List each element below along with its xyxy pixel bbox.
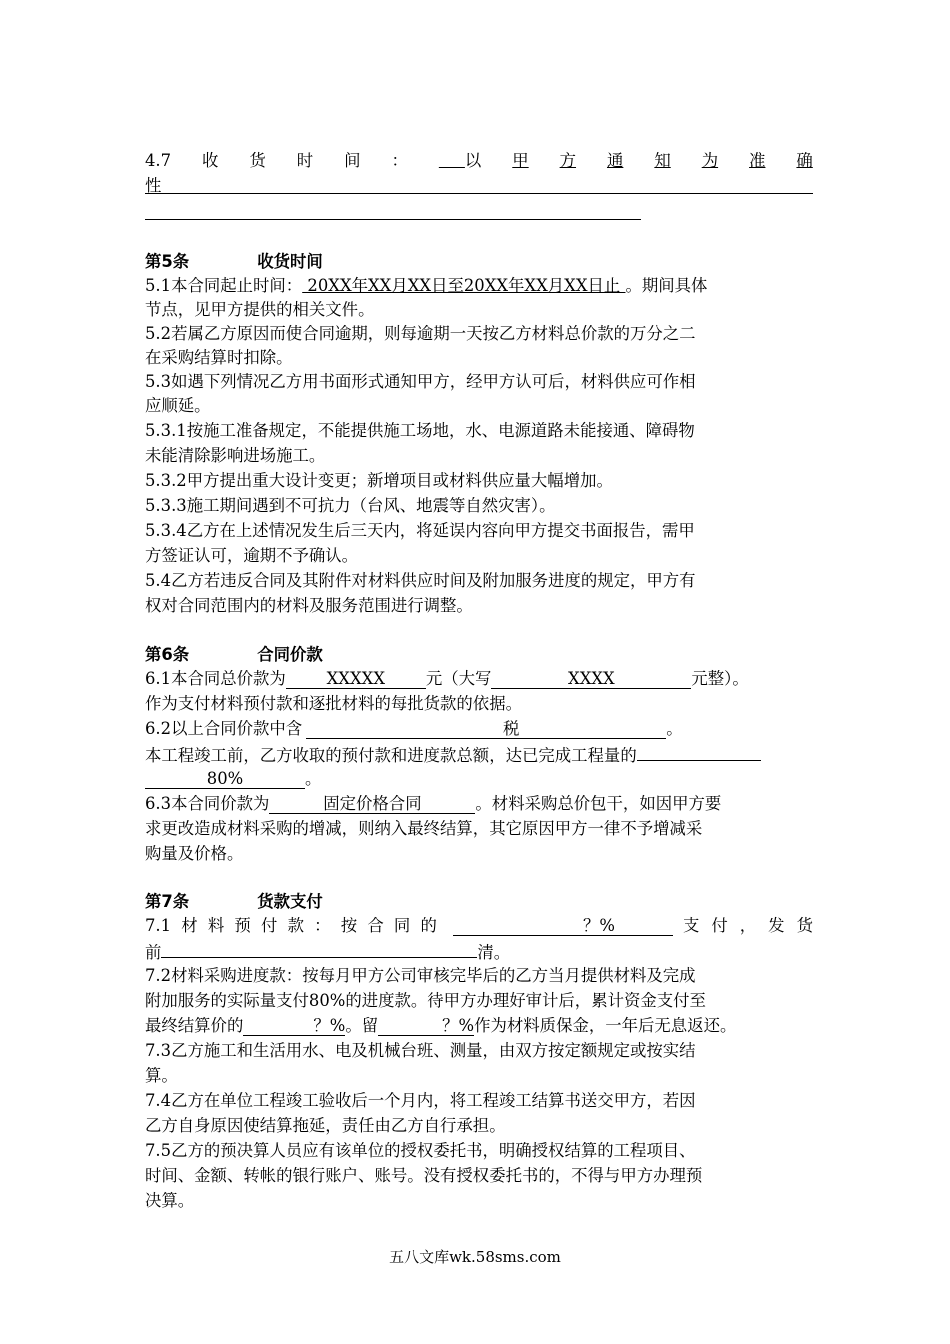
- filled-value: 为: [701, 151, 719, 170]
- filled-value: 通: [606, 151, 624, 170]
- filled-value: 准: [749, 151, 766, 170]
- filled-value: ？%: [453, 917, 673, 936]
- text: 性: [145, 176, 162, 195]
- text: 4.7: [145, 151, 172, 170]
- section-7-heading: [145, 890, 813, 914]
- text: 。材料采购总价包干，如因甲方要: [475, 794, 722, 813]
- text: ：: [391, 151, 408, 170]
- section-number: 第7条: [145, 892, 190, 911]
- text: 作为材料质保金，一年后无息返还。: [474, 1016, 737, 1035]
- clause-7-1-text-2: 支 付 ， 发 货: [683, 916, 813, 935]
- clause-7-5: 7.5乙方的预决算人员应有该单位的授权委托书，明确授权结算的工程项目、: [145, 1141, 696, 1160]
- text: 本工程竣工前，乙方收取的预付款和进度款总额，达已完成工程量的: [145, 746, 637, 765]
- clause-7-4: 7.4乙方在单位工程竣工验收后一个月内，将工程竣工结算书送交甲方，若因: [145, 1091, 696, 1110]
- text: 算。: [145, 1066, 178, 1085]
- text: 乙方自身原因使结算拖延，责任由乙方自行承担。: [145, 1116, 506, 1135]
- clause-5-3-4: 5.3.4乙方在上述情况发生后三天内，将延误内容向甲方提交书面报告，需甲: [145, 521, 695, 540]
- clause-7-1-text: 7.1 材 料 预 付 款 ： 按 合 同 的: [145, 916, 437, 935]
- section-6-heading: [145, 643, 813, 667]
- text: 前: [145, 943, 162, 962]
- text: 购量及价格。: [145, 844, 244, 863]
- filled-value: XXXXX: [286, 670, 426, 689]
- blank-field: [161, 939, 477, 958]
- text: 决算。: [145, 1191, 195, 1210]
- clause-6-1: [145, 667, 813, 691]
- section-title: 货款支付: [257, 892, 323, 911]
- text: 。: [305, 769, 322, 788]
- clause-7-3: 7.3乙方施工和生活用水、电及机械台班、测量，由双方按定额规定或按实结: [145, 1041, 696, 1060]
- clause-5-4: 5.4乙方若违反合同及其附件对材料供应时间及附加服务进度的规定，甲方有: [145, 571, 696, 590]
- clause-6-2-cont: [145, 742, 813, 766]
- filled-value: 确: [796, 151, 813, 170]
- clause-7-2-cont: [145, 1014, 813, 1038]
- clause-5-2: 5.2若属乙方原因而使合同逾期，则每逾期一天按乙方材料总价款的万分之二: [145, 324, 696, 343]
- clause-4-7: [145, 149, 813, 173]
- text: 应顺延。: [145, 396, 211, 415]
- clause-5-3: 5.3如遇下列情况乙方用书面形式通知甲方，经甲方认可后，材料供应可作相: [145, 372, 696, 391]
- clause-7-2: 7.2材料采购进度款：按每月甲方公司审核完毕后的乙方当月提供材料及完成: [145, 966, 696, 985]
- text: 权对合同范围内的材料及服务范围进行调整。: [145, 596, 473, 615]
- underline-rule: [145, 219, 641, 220]
- text: 求更改造成材料采购的增减，则纳入最终结算，其它原因甲方一律不予增减采: [145, 819, 703, 838]
- clause-5-1: [145, 274, 813, 298]
- text: 5.1本合同起止时间：: [145, 276, 303, 295]
- text: 6.1本合同总价款为: [145, 669, 286, 688]
- text: 间: [344, 151, 361, 170]
- blank-field: [637, 742, 761, 761]
- text: 时: [296, 151, 314, 170]
- page-footer: 五八文库wk.58sms.com: [389, 1248, 561, 1266]
- filled-value: 甲: [512, 151, 529, 170]
- section-5-heading: [145, 250, 813, 274]
- clause-5-3-1: 5.3.1按施工准备规定，不能提供施工场地，水、电源道路未能接通、障碍物: [145, 421, 695, 440]
- section-title: 收货时间: [257, 252, 323, 271]
- text: 最终结算价的: [145, 1016, 244, 1035]
- text: 。期间具体: [625, 276, 708, 295]
- clause-6-2: [145, 717, 813, 741]
- filled-value: ？%: [378, 1017, 474, 1036]
- clause-7-1: [145, 914, 813, 938]
- clause-4-7-cont: [145, 174, 813, 198]
- underline-rule: [145, 193, 813, 194]
- text: 元整）。: [691, 669, 749, 688]
- text: 货: [249, 151, 266, 170]
- text: 收: [202, 151, 219, 170]
- filled-value: XXXX: [491, 670, 691, 689]
- text: 。: [666, 719, 683, 738]
- clause-6-2-value: [145, 767, 813, 791]
- filled-value: 以: [464, 151, 482, 170]
- text: 未能清除影响进场施工。: [145, 446, 326, 465]
- section-number: 第6条: [145, 645, 190, 664]
- text: 6.2以上合同价款中含: [145, 719, 303, 738]
- filled-value: 20XX年XX月XX日至20XX年XX月XX日止: [302, 276, 626, 295]
- text: 在采购结算时扣除。: [145, 348, 293, 367]
- filled-value: 税: [306, 720, 666, 739]
- filled-value: 固定价格合同: [269, 795, 475, 814]
- text: 元（大写: [425, 669, 492, 688]
- filled-value: 方: [559, 151, 577, 170]
- filled-value: 知: [654, 151, 671, 170]
- clause-7-1-cont: [145, 939, 813, 963]
- text: 节点，见甲方提供的相关文件。: [145, 300, 375, 319]
- clause-5-3-3: 5.3.3施工期间遇到不可抗力（台风、地震等自然灾害）。: [145, 496, 556, 515]
- text: 。留: [345, 1016, 379, 1035]
- clause-5-3-2: 5.3.2甲方提出重大设计变更；新增项目或材料供应量大幅增加。: [145, 471, 613, 490]
- filled-value: 80%: [145, 770, 305, 789]
- section-number: 第5条: [145, 252, 190, 271]
- text: 方签证认可，逾期不予确认。: [145, 546, 359, 565]
- filled-value: ？%: [243, 1017, 345, 1036]
- text: 作为支付材料预付款和逐批材料的每批货款的依据。: [145, 694, 522, 713]
- clause-6-3: [145, 792, 813, 816]
- text: 6.3本合同价款为: [145, 794, 270, 813]
- text: 附加服务的实际量支付80%的进度款。待甲方办理好审计后，累计资金支付至: [145, 991, 706, 1010]
- text: 清。: [477, 943, 511, 962]
- section-title: 合同价款: [257, 645, 323, 664]
- text: 时间、金额、转帐的银行账户、账号。没有授权委托书的，不得与甲方办理预: [145, 1166, 703, 1185]
